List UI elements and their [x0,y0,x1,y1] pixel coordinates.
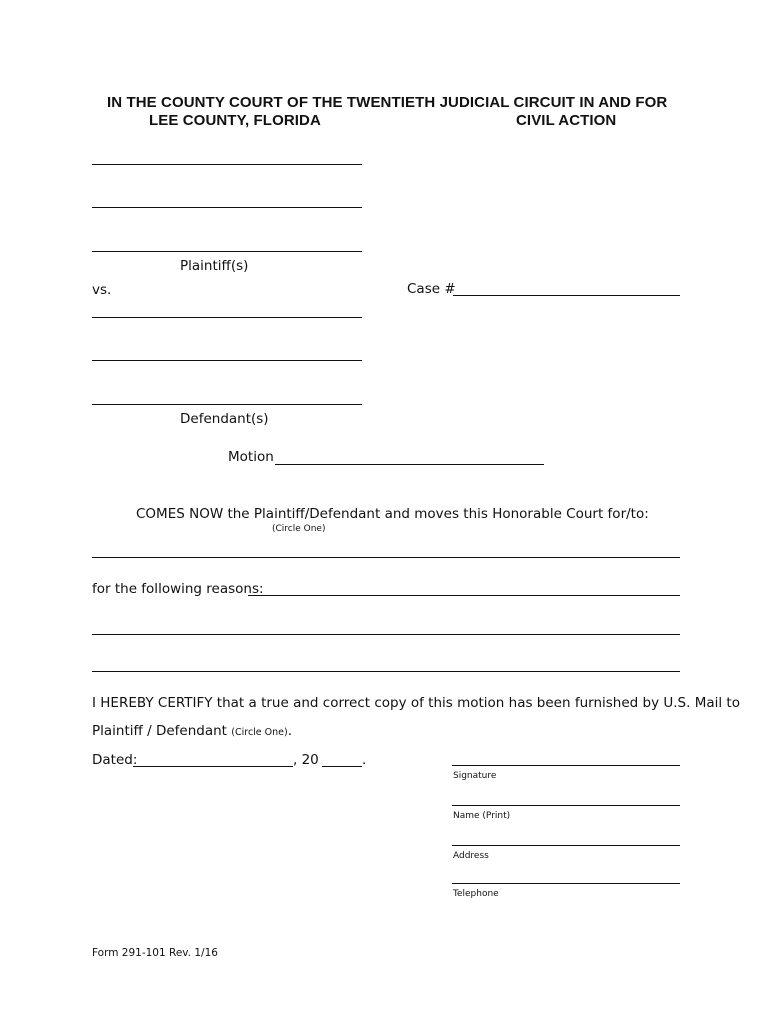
form-number: Form 291-101 Rev. 1/16 [92,947,218,959]
telephone-field[interactable] [452,883,680,884]
motion-field[interactable] [275,464,544,465]
year-suffix: . [362,752,367,768]
defendant-line-3[interactable] [92,404,362,405]
case-number-field[interactable] [453,295,680,296]
reasons-label: for the following reasons: [92,581,264,597]
year-field[interactable] [322,766,362,767]
defendant-line-1[interactable] [92,317,362,318]
reasons-line-3[interactable] [92,671,680,672]
certify-party-text: Plaintiff / Defendant [92,723,227,739]
address-field[interactable] [452,845,680,846]
signature-label: Signature [453,771,497,781]
name-print-field[interactable] [452,805,680,806]
vs-label: vs. [92,282,112,298]
plaintiff-label: Plaintiff(s) [180,258,249,274]
plaintiff-line-2[interactable] [92,207,362,208]
address-label: Address [453,851,489,861]
request-line[interactable] [92,557,680,558]
motion-label: Motion [228,449,274,465]
reasons-line-1[interactable] [248,595,680,596]
court-title: IN THE COUNTY COURT OF THE TWENTIETH JUDICIAL CIRCUIT IN AND FOR [107,94,668,111]
civil-action-label: CIVIL ACTION [516,112,617,129]
county-title: LEE COUNTY, FLORIDA [149,112,321,129]
case-number-label: Case # [407,281,456,297]
defendant-line-2[interactable] [92,360,362,361]
signature-field[interactable] [452,765,680,766]
date-field[interactable] [133,766,293,767]
dated-label: Dated: [92,752,138,768]
comes-now-text: COMES NOW the Plaintiff/Defendant and moves this Honorable Court for/to: [136,506,649,522]
telephone-label: Telephone [453,889,499,899]
certify-circle-one: (Circle One) [231,727,288,738]
year-prefix: , 20 [293,752,319,768]
name-print-label: Name (Print) [453,811,511,821]
reasons-line-2[interactable] [92,634,680,635]
plaintiff-line-3[interactable] [92,251,362,252]
certify-period: . [287,723,293,739]
circle-one-note: (Circle One) [272,524,326,534]
certify-text: I HEREBY CERTIFY that a true and correct copy of this motion has been furnished by U.S. Mail to [92,695,740,711]
plaintiff-line-1[interactable] [92,164,362,165]
certify-party-line [92,723,292,739]
defendant-label: Defendant(s) [180,411,269,427]
